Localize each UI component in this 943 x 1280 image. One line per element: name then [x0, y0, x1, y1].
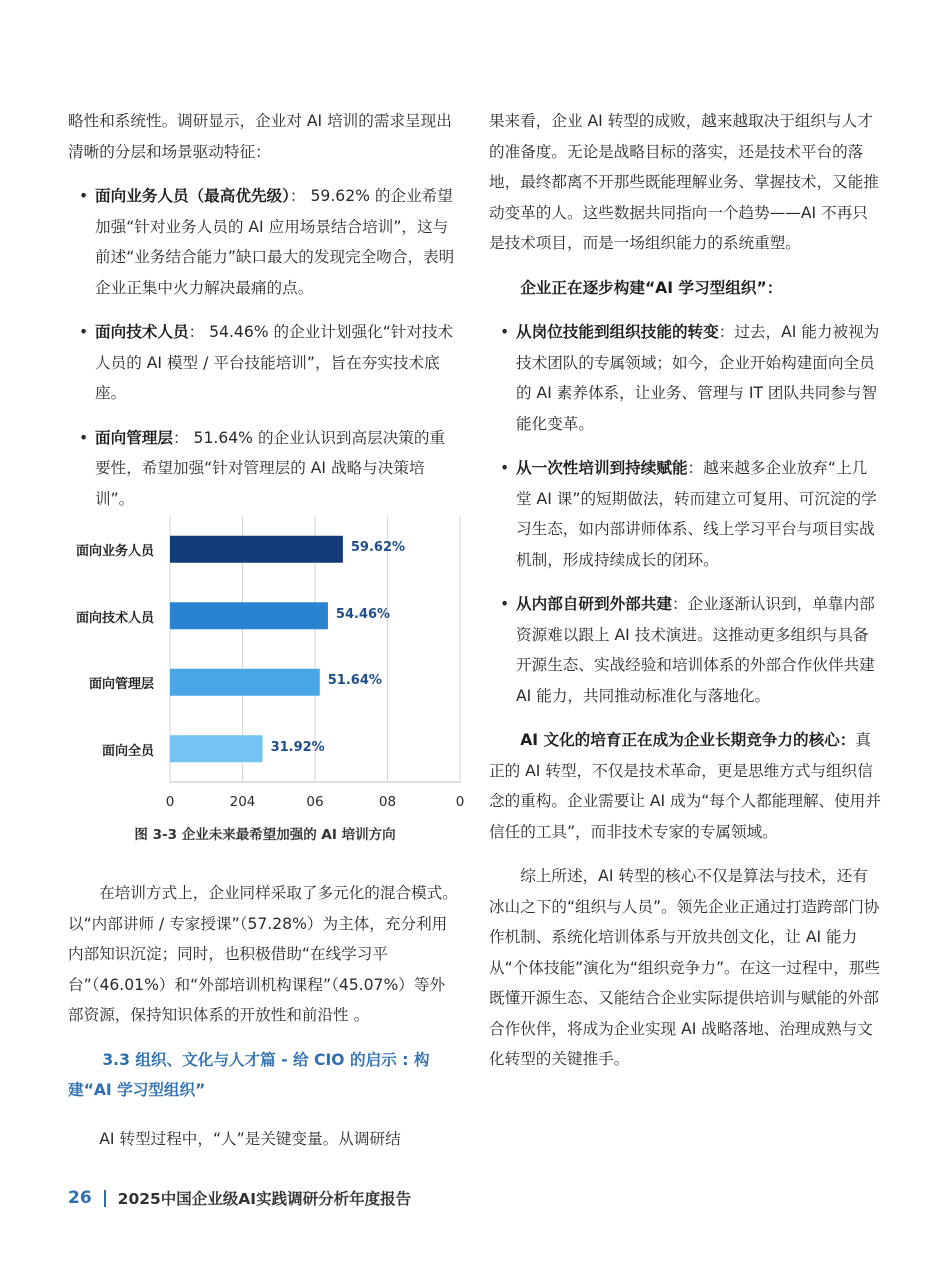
x-tick-label: 06 — [306, 794, 324, 810]
bullet-continuous-enablement — [489, 453, 881, 575]
bar — [170, 536, 343, 563]
bullet-text: ：越来越多企业放弃“上几堂 AI 课”的短期做法，转而建立可复用、可沉淀的学习生态，如内部讲师体系、线上学习平台与项目实战机制，形成持续成长的闭环。 — [516, 459, 877, 569]
learning-org-subhead: 企业正在逐步构建“AI 学习型组织”： — [520, 278, 783, 297]
data-label: 51.64% — [327, 673, 382, 689]
bullet-text: ：企业逐渐认识到，单靠内部资源难以跟上 AI 技术演进。这推动更多组织与具备开源生态、实战经验和培训体系的外部合作伙伴共建 AI 能力，共同推动标准化与落地化。 — [516, 595, 875, 705]
bar — [170, 602, 328, 629]
bullet-management — [68, 423, 460, 515]
culture-lead: AI 文化的培育正在成为企业长期竞争力的核心： — [520, 731, 856, 749]
footer-divider — [104, 1190, 106, 1207]
bullet-lead: 从岗位技能到组织技能的转变 — [516, 323, 719, 341]
category-label: 面向管理层 — [88, 677, 154, 693]
x-tick-label: 08 — [378, 794, 397, 810]
training-direction-chart — [60, 510, 470, 850]
data-label: 31.92% — [270, 739, 325, 755]
bullet-tech-staff — [68, 317, 460, 409]
data-label: 54.46% — [335, 606, 391, 622]
bullet-external-co-building — [489, 589, 881, 711]
bullet-text: ： 51.64% 的企业认识到高层决策的重要性，希望加强“针对管理层的 AI 战略与决策培训”。 — [95, 428, 446, 508]
data-label: 59.62% — [350, 540, 406, 556]
bar — [170, 669, 320, 696]
bullet-lead: 面向技术人员 — [95, 323, 189, 341]
bar — [170, 735, 263, 762]
bullet-lead: 从一次性培训到持续赋能 — [516, 459, 688, 477]
x-tick-label: 204 — [229, 794, 256, 810]
intro-paragraph: 略性和系统性。调研显示，企业对 AI 培训的需求呈现出清晰的分层和场景驱动特征： — [68, 112, 452, 161]
culture-paragraph — [489, 725, 881, 847]
left-column-top — [68, 106, 460, 528]
report-title: 2025中国企业级AI实践调研分析年度报告 — [117, 1190, 412, 1208]
page-number: 26 — [68, 1188, 92, 1208]
category-label: 面向全员 — [101, 743, 154, 759]
right-column — [489, 106, 881, 1075]
summary-paragraph: 综上所述，AI 转型的核心不仅是算法与技术，还有冰山之下的“组织与人员”。领先企业正通过打造跨部门协作机制、系统化培训体系与开放共创文化，让 AI 能力从“个体技能”演化为“组织竞争力”。在这一过程中，那些既懂开源生态、又能结合企业实际提供培训与赋能的外部合作伙伴，将成为企业实现 AI 战略落地、治理成熟与文化转型的关键推手。 — [489, 867, 880, 1068]
learning-org-bullet-list — [489, 317, 881, 711]
section-title: 3.3 组织、文化与人才篇 - 给 CIO 的启示 : 构建“AI 学习型组织” — [68, 1050, 430, 1099]
bullet-business-staff — [68, 181, 460, 303]
bullet-lead: 面向管理层 — [95, 428, 173, 447]
bullet-role-to-org-skills — [489, 317, 881, 439]
left-column-bottom — [68, 878, 460, 1154]
audience-bullet-list — [68, 181, 460, 514]
x-tick-label: 0 — [165, 794, 175, 810]
organization-readiness-paragraph: 果来看，企业 AI 转型的成败，越来越取决于组织与人才的准备度。无论是战略目标的落实，还是技术平台的落地，最终都离不开那些既能理解业务、掌握技术，又能推动变革的人。这些数据共同指向一个趋势——AI 不再只是技术项目，而是一场组织能力的系统重塑。 — [489, 112, 879, 252]
bullet-text: ： 54.46% 的企业计划强化“针对技术人员的 AI 模型 / 平台技能培训”，旨在夯实技术底座。 — [95, 323, 454, 402]
culture-text: 真正的 AI 转型，不仅是技术革命，更是思维方式与组织信念的重构。企业需要让 AI 成为“每个人都能理解、使用并信任的工具”，而非技术专家的专属领域。 — [489, 731, 881, 841]
category-label: 面向业务人员 — [75, 544, 154, 560]
people-paragraph-start: AI 转型过程中，“人”是关键变量。从调研结 — [99, 1129, 401, 1148]
page-footer — [68, 1187, 411, 1209]
bullet-lead: 从内部自研到外部共建 — [516, 595, 672, 613]
bullet-lead: 面向业务人员（最高优先级） — [95, 187, 290, 205]
bullet-text: ： 59.62% 的企业希望加强“针对业务人员的 AI 应用场景结合培训”，这与前述“业务结合能力”缺口最大的发现完全吻合，表明企业正集中火力解决最痛的点。 — [95, 187, 455, 297]
bullet-text: ：过去，AI 能力被视为技术团队的专属领域；如今，企业开始构建面向全员的 AI 素养体系，让业务、管理与 IT 团队共同参与智能化变革。 — [516, 323, 880, 433]
category-label: 面向技术人员 — [75, 610, 154, 626]
x-tick-label: 0 — [455, 794, 465, 810]
training-methods-paragraph: 在培训方式上，企业同样采取了多元化的混合模式。以“内部讲师 / 专家授课”（57.28%）为主体，充分利用内部知识沉淀；同时，也积极借助“在线学习平台”（46.01%）和“外部培训机构课程”（45.07%）等外部资源，保持知识体系的开放性和前沿性 。 — [68, 884, 458, 1024]
chart-caption: 图 3-3 企业未来最希望加强的 AI 培训方向 — [134, 827, 396, 843]
